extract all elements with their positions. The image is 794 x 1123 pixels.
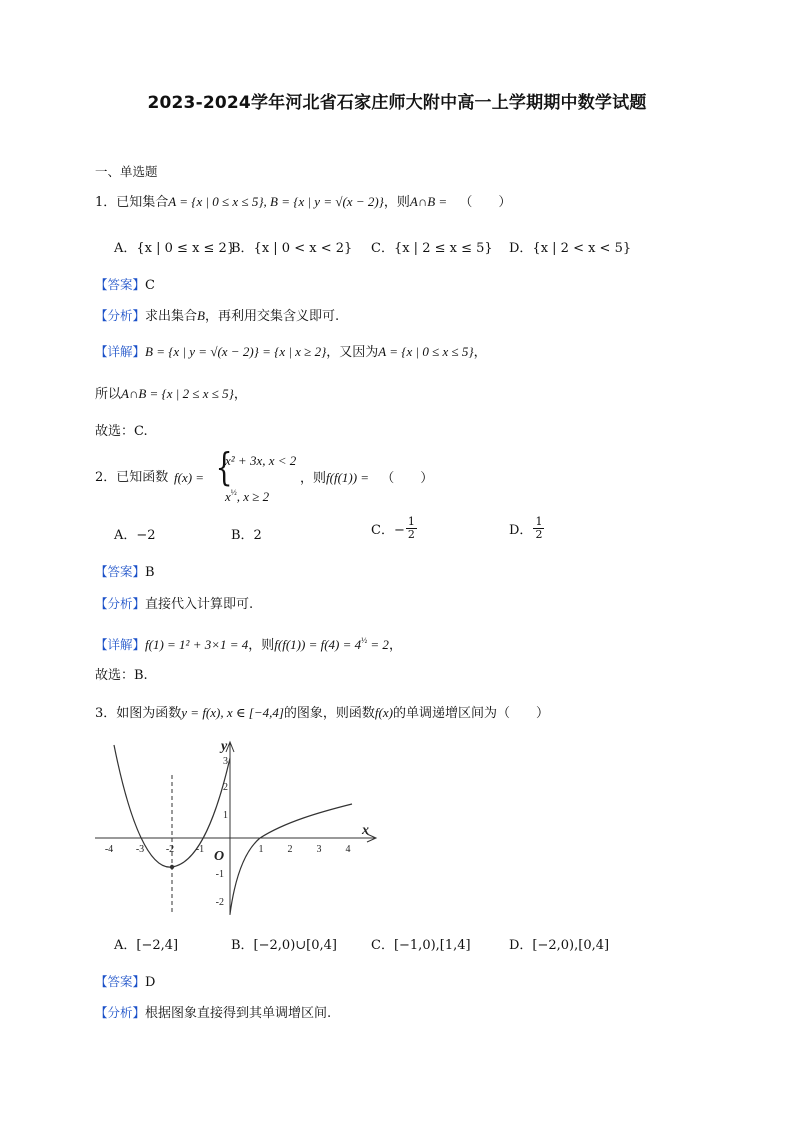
x-tick-label: -2 [165,844,175,855]
analysis-tag: 【分析】 [95,1005,146,1020]
y-tick-label: -2 [215,897,224,908]
q3-stem-a: 3．如图为函数 [95,706,182,721]
q3-stem-b: y = f(x), x ∈ [−4,4] [181,705,284,720]
fraction-denominator: 2 [535,528,543,541]
q2-case-2-exp: ½ [230,488,237,497]
q2-fx: f(x) = [174,470,205,485]
y-tick-label: 2 [223,782,228,793]
q3-option-a[interactable]: A．[−2,4] [114,938,179,953]
q2-option-c[interactable] [371,516,418,541]
q3-option-d[interactable]: D．[−2,0),[0,4] [509,938,610,953]
q3-option-c[interactable]: C．[−1,0),[1,4] [371,938,471,953]
q1-analysis-a: 求出集合 [145,309,198,324]
q1-option-c[interactable]: C．{x | 2 ≤ x ≤ 5} [371,241,493,256]
q1-conclusion: 故选：C. [95,424,148,439]
fraction-numerator: 1 [407,515,415,528]
q1-detail-b: ，又因为 [326,345,379,360]
q2-option-c-fraction [406,516,417,541]
curve-right-branch [230,804,352,914]
x-tick-label: -4 [104,844,114,855]
q2-detail-a: f(1) = 1² + 3×1 = 4 [145,637,249,652]
q2-detail-c: f(f(1)) = f(4) = 4 [274,637,362,652]
q2-detail-d: = 2 [367,637,389,652]
q2-answer-value: B [145,565,155,580]
minimum-point [170,865,174,869]
q2-stem-expr: f(f(1)) = [326,470,370,485]
y-tick-label: -1 [215,869,224,880]
q2-analysis [95,595,253,614]
y-tick-label: 1 [223,810,228,821]
answer-tag: 【答案】 [95,564,146,579]
q2-detail [95,632,402,655]
q1-line2-a: 所以 [95,387,122,402]
q2-option-d-fraction [533,516,544,541]
q1-detail-line2 [95,385,247,404]
page-title: 2023-2024学年河北省石家庄师大附中高一上学期期中数学试题 [147,93,647,113]
q3-stem-d: f(x) [374,705,393,720]
x-tick-label: 3 [316,844,322,855]
section-heading: 一、单选题 [95,164,158,179]
q2-conclusion: 故选：B. [95,668,148,683]
x-tick-label: -3 [135,844,145,855]
q1-detail [95,343,487,362]
q1-option-b[interactable]: B．{x | 0 < x < 2} [231,241,353,256]
answer-tag: 【答案】 [95,974,146,989]
q2-option-c-prefix: C．− [371,523,405,538]
q2-option-b[interactable]: B．2 [231,528,262,543]
q2-paren: （ ） [381,471,434,486]
q3-function-graph [90,730,390,920]
q3-analysis [95,1004,331,1023]
q1-answer-value: C [145,278,155,293]
q3-answer-value: D [145,975,156,990]
q3-analysis-text: 根据图象直接得到其单调增区间. [145,1006,332,1021]
q1-option-a[interactable]: A．{x | 0 ≤ x ≤ 2} [114,241,236,256]
x-tick-labels [105,844,351,855]
y-tick-labels [216,756,228,908]
x-tick-label: 2 [287,844,293,855]
q2-detail-b: ，则 [248,638,275,653]
origin-label: O [214,849,225,864]
fraction-numerator: 1 [535,515,543,528]
q1-detail-d: ， [473,345,487,360]
q2-option-d[interactable] [509,516,545,541]
q1-line2-c: ， [233,387,247,402]
answer-tag: 【答案】 [95,277,146,292]
q1-sets: A = {x | 0 ≤ x ≤ 5}, B = {x | y = √(x − 2)} [168,194,384,209]
q1-analysis-c: ，再利用交集含义即可. [204,309,340,324]
q2-stem-prefix: 2．已知函数 [95,470,169,485]
q2-detail-e: ， [388,638,402,653]
q2-case-2-rest: , x ≥ 2 [236,489,270,504]
y-tick-label: 3 [223,756,228,767]
q1-analysis [95,307,339,326]
q1-answer [95,276,155,295]
q1-detail-c: A = {x | 0 ≤ x ≤ 5} [378,344,474,359]
q1-paren: （ ） [459,195,512,210]
q3-stem-c: 的图象，则函数 [283,706,375,721]
q2-option-d-prefix: D． [509,523,533,538]
q2-stem-rest [300,469,433,488]
q3-stem-e: 的单调递增区间为（ ） [392,706,549,721]
q2-analysis-text: 直接代入计算即可. [145,597,254,612]
question-3-stem [95,704,549,723]
q3-option-b[interactable]: B．[−2,0)∪[0,4] [231,938,337,953]
q3-answer [95,973,155,992]
q1-detail-a: B = {x | y = √(x − 2)} = {x | x ≥ 2} [145,344,327,359]
analysis-tag: 【分析】 [95,308,146,323]
x-tick-label: 4 [345,844,351,855]
x-tick-label: -1 [195,844,205,855]
q1-intersection: A∩B = [409,194,448,209]
q1-option-d[interactable]: D．{x | 2 < x < 5} [509,241,632,256]
q2-detail-exp: ½ [361,636,368,645]
q2-case-1: x² + 3x, x < 2 [225,453,297,468]
q1-stem-prefix: 1．已知集合 [95,195,169,210]
question-1-stem [95,193,511,212]
q2-option-a[interactable]: A．−2 [114,528,156,543]
q2-case-2 [225,484,269,506]
x-tick-label: 1 [258,844,264,855]
q2-stem-then: ，则 [300,471,327,486]
q1-stem-then: ，则 [383,195,410,210]
x-axis-label: x [362,823,369,838]
detail-tag: 【详解】 [95,637,146,652]
q1-line2-b: A∩B = {x | 2 ≤ x ≤ 5} [121,386,234,401]
analysis-tag: 【分析】 [95,596,146,611]
q1-analysis-b: B [197,308,205,323]
q2-answer [95,563,155,582]
detail-tag: 【详解】 [95,344,146,359]
fraction-denominator: 2 [407,528,415,541]
q2-case-2-base: x [225,489,231,504]
y-axis-label: y [221,739,228,754]
q2-brace: { [215,445,233,489]
